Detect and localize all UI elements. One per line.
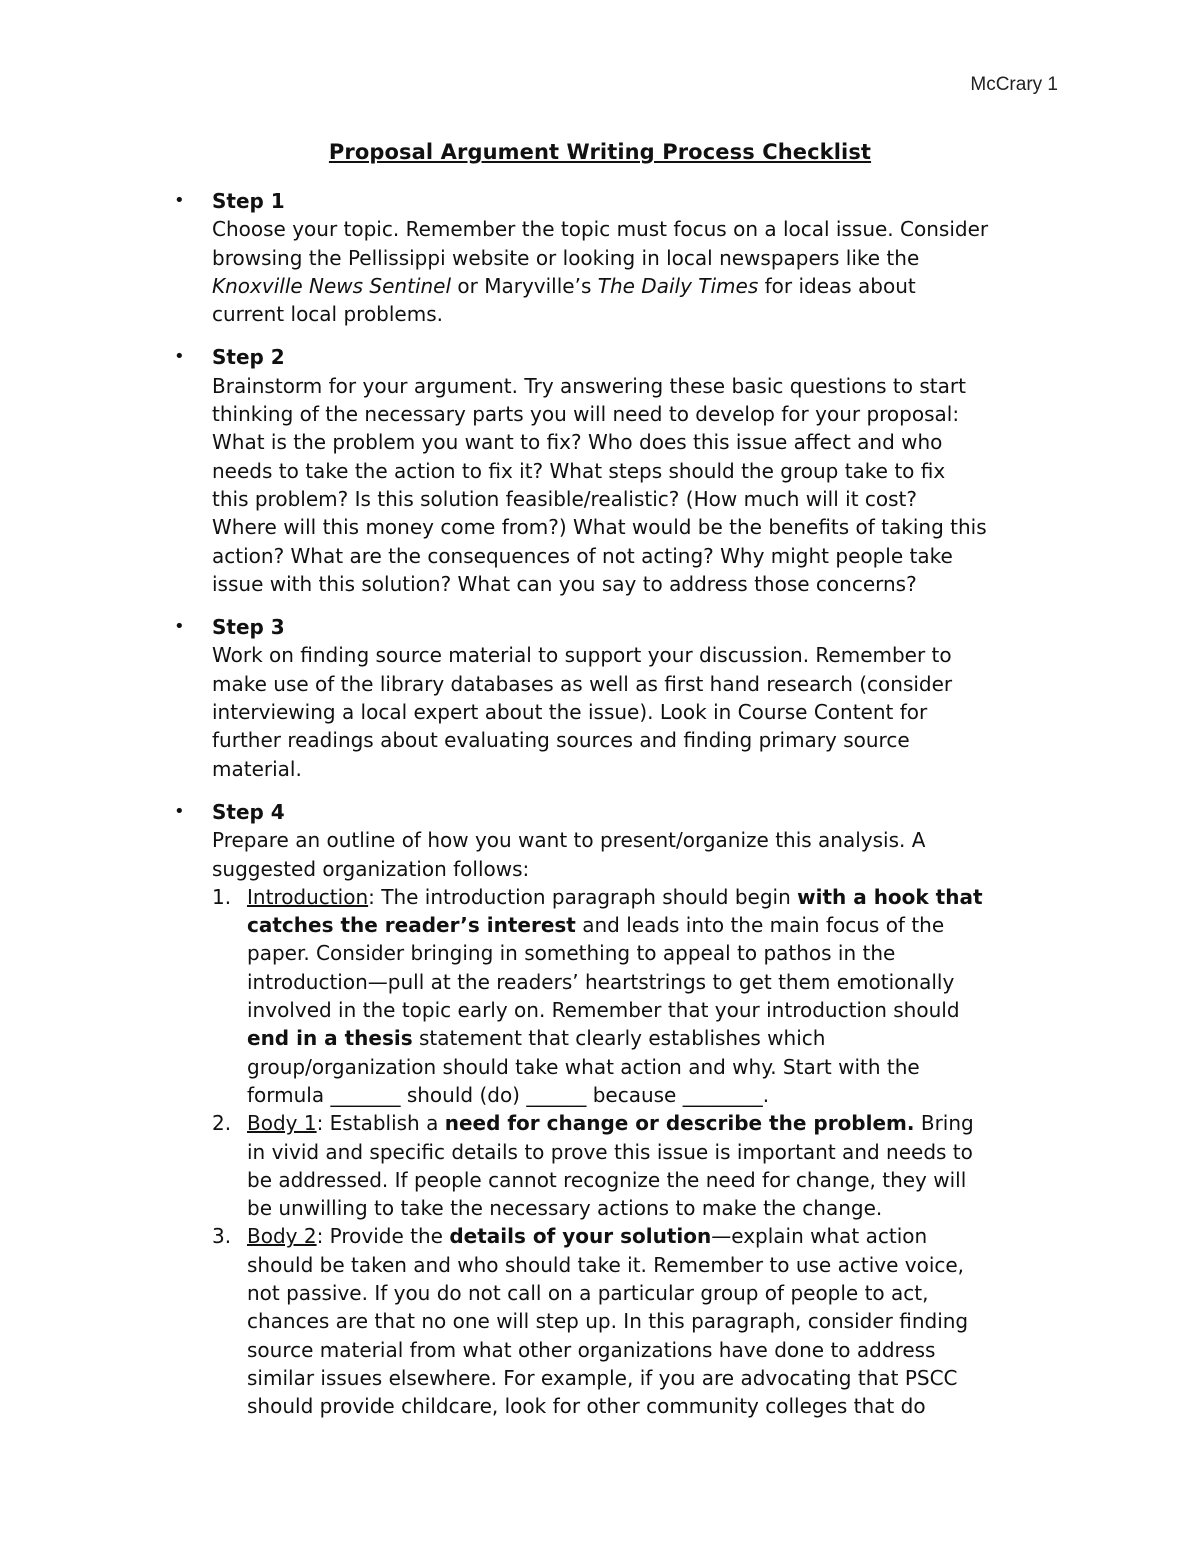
text-line: Introduction: The introduction paragraph should begin with a hook that bbox=[247, 884, 983, 909]
newspaper-title: The Daily Times bbox=[597, 273, 759, 298]
bullet-icon: • bbox=[174, 190, 185, 211]
text-line: chances are that no one will step up. In this paragraph, consider finding bbox=[247, 1309, 969, 1334]
text-line: be unwilling to take the necessary actions to make the change. bbox=[247, 1196, 883, 1221]
outline-item-introduction bbox=[212, 883, 1072, 1109]
text-line: source material from what other organizations have done to address bbox=[247, 1337, 936, 1362]
step-title: Step 2 bbox=[212, 345, 285, 370]
step-title: Step 3 bbox=[212, 615, 285, 640]
checklist bbox=[174, 187, 1072, 1435]
text-line: suggested organization follows: bbox=[212, 856, 530, 881]
text-line: Work on finding source material to support your discussion. Remember to bbox=[212, 643, 952, 668]
text-line: Knoxville News Sentinel or Maryville’s The Daily Times for ideas about bbox=[212, 273, 916, 298]
text-line: should be taken and who should take it. Remember to use active voice, bbox=[247, 1252, 965, 1277]
outline-number: 2. bbox=[212, 1111, 232, 1136]
text-line: catches the reader’s interest and leads into the main focus of the bbox=[247, 913, 945, 938]
text-line: Where will this money come from?) What would be the benefits of taking this bbox=[212, 515, 987, 540]
outline-number: 1. bbox=[212, 884, 232, 909]
outline-number: 3. bbox=[212, 1224, 232, 1249]
text-line: Body 2: Provide the details of your solution—explain what action bbox=[247, 1224, 928, 1249]
text-line: interviewing a local expert about the issue). Look in Course Content for bbox=[212, 700, 928, 725]
text-line: not passive. If you do not call on a particular group of people to act, bbox=[247, 1280, 929, 1305]
text-line: Prepare an outline of how you want to present/organize this analysis. A bbox=[212, 828, 926, 853]
bullet-icon: • bbox=[174, 346, 185, 368]
outline-label: Body 2 bbox=[247, 1224, 317, 1249]
text-line: similar issues elsewhere. For example, if you are advocating that PSCC bbox=[247, 1365, 958, 1390]
text-line: further readings about evaluating sources and finding primary source bbox=[212, 728, 910, 753]
text-line: make use of the library databases as well as first hand research (consider bbox=[212, 671, 953, 696]
text-line: thinking of the necessary parts you will need to develop for your proposal: bbox=[212, 402, 960, 427]
bullet-icon: • bbox=[174, 800, 185, 822]
text-line: involved in the topic early on. Remember that your introduction should bbox=[247, 998, 960, 1023]
step-1 bbox=[174, 187, 1072, 328]
text-line: action? What are the consequences of not acting? Why might people take bbox=[212, 543, 953, 568]
bullet-icon: • bbox=[174, 616, 185, 638]
text-line: introduction—pull at the readers’ heartstrings to get them emotionally bbox=[247, 969, 955, 994]
step-2 bbox=[174, 343, 1072, 598]
step-title: Step 1 bbox=[212, 189, 285, 213]
text-line: paper. Consider bringing in something to appeal to pathos in the bbox=[247, 941, 896, 966]
text-line: issue with this solution? What can you say to address those concerns? bbox=[212, 571, 917, 596]
text-line: group/organization should take what action and why. Start with the bbox=[247, 1054, 920, 1079]
outline-label: Introduction bbox=[247, 884, 369, 909]
text-line: end in a thesis statement that clearly establishes which bbox=[247, 1026, 826, 1051]
text-line: Body 1: Establish a need for change or describe the problem. Bring bbox=[247, 1111, 974, 1136]
outline-label: Body 1 bbox=[247, 1111, 317, 1136]
text-line: Brainstorm for your argument. Try answering these basic questions to start bbox=[212, 373, 966, 398]
outline-item-body-2 bbox=[212, 1222, 1072, 1420]
document-title: Proposal Argument Writing Process Checklist bbox=[328, 140, 872, 164]
text-line: in vivid and specific details to prove this issue is important and needs to bbox=[247, 1139, 973, 1164]
step-4 bbox=[174, 798, 1072, 1421]
step-title: Step 4 bbox=[212, 799, 285, 824]
running-head: McCrary 1 bbox=[970, 74, 1058, 95]
text-line: needs to take the action to fix it? What steps should the group take to fix bbox=[212, 458, 946, 483]
newspaper-title: Knoxville News Sentinel bbox=[212, 273, 452, 298]
text-line: browsing the Pellissippi website or looking in local newspapers like the bbox=[212, 245, 920, 270]
text-line: this problem? Is this solution feasible/realistic? (How much will it cost? bbox=[212, 486, 918, 511]
text-line: formula _______ should (do) ______ because ________. bbox=[247, 1082, 770, 1107]
text-line: What is the problem you want to fix? Who does this issue affect and who bbox=[212, 430, 943, 455]
text-line: be addressed. If people cannot recognize the need for change, they will bbox=[247, 1167, 967, 1192]
text-line: should provide childcare, look for other community colleges that do bbox=[247, 1394, 926, 1419]
outline-item-body-1 bbox=[212, 1109, 1072, 1222]
text-line: material. bbox=[212, 756, 302, 781]
text-line: current local problems. bbox=[212, 302, 443, 327]
step-3 bbox=[174, 613, 1072, 783]
text-line: Choose your topic. Remember the topic must focus on a local issue. Consider bbox=[212, 217, 989, 242]
